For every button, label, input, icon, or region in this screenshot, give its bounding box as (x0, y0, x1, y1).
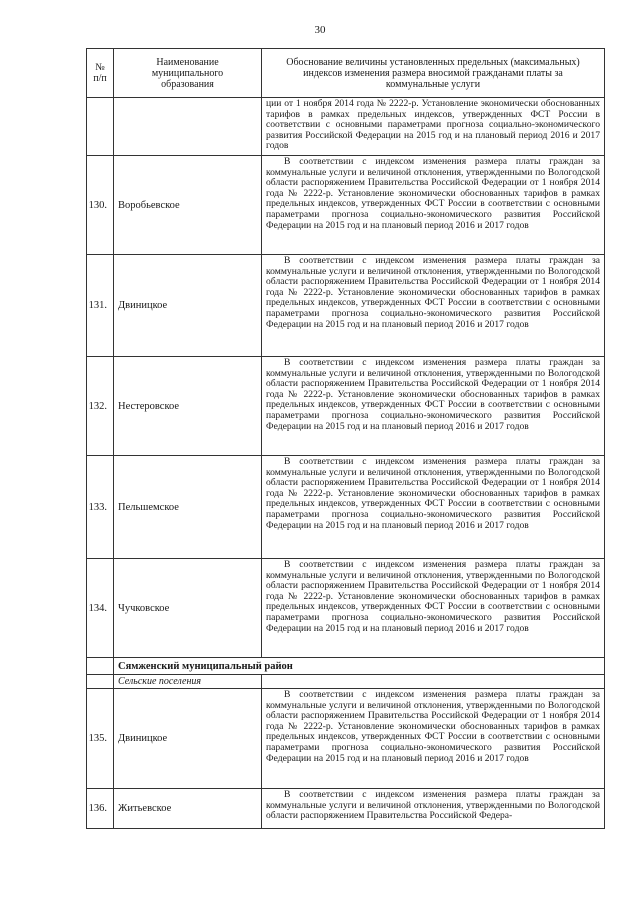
table-row (87, 98, 605, 156)
row-text: В соответствии с индексом изменения размера платы граждан за коммунальные услуги и величиной отклонения, утвержденными по Вологодской области распоряжением Правительства Российской Федерации от 1 ноября 2014 года № 2222-р. Установление экономически обоснованных тарифов в рамках предельных индексов, утвержденных ФСТ России в соответствии с основными параметрами прогноза социально-экономического развития Российской Федерации на 2015 год и на плановый период 2016 и 2017 годов (262, 559, 605, 658)
row-name: Пельшемское (114, 456, 262, 559)
row-num (87, 98, 114, 156)
table-row (87, 456, 605, 559)
table-row (87, 156, 605, 255)
subsection-title: Сельские поселения (114, 675, 262, 689)
row-num: 136. (87, 789, 114, 829)
subsection-blank (87, 675, 114, 689)
table-row (87, 357, 605, 456)
row-text: В соответствии с индексом изменения размера платы граждан за коммунальные услуги и величиной отклонения, утвержденными по Вологодской области распоряжением Правительства Российской Федерации от 1 ноября 2014 года № 2222-р. Установление экономически обоснованных тарифов в рамках предельных индексов, утвержденных ФСТ России в соответствии с основными параметрами прогноза социально-экономического развития Российской Федерации на 2015 год и на плановый период 2016 и 2017 годов (262, 689, 605, 789)
row-name: Житьевское (114, 789, 262, 829)
row-name: Чучковское (114, 559, 262, 658)
row-name (114, 98, 262, 156)
tariff-table (86, 48, 605, 829)
header-name: Наименование муниципального образования (114, 49, 262, 98)
row-text: В соответствии с индексом изменения размера платы граждан за коммунальные услуги и величиной отклонения, утвержденными по Вологодской области распоряжением Правительства Российской Федерации от 1 ноября 2014 года № 2222-р. Установление экономически обоснованных тарифов в рамках предельных индексов, утвержденных ФСТ России в соответствии с основными параметрами прогноза социально-экономического развития Российской Федерации на 2015 год и на плановый период 2016 и 2017 годов (262, 357, 605, 456)
row-name: Нестеровское (114, 357, 262, 456)
row-name: Воробьевское (114, 156, 262, 255)
row-name: Двиницкое (114, 255, 262, 357)
district-title: Сямженский муниципальный район (114, 658, 605, 675)
row-text: В соответствии с индексом изменения размера платы граждан за коммунальные услуги и величиной отклонения, утвержденными по Вологодской области распоряжением Правительства Российской Федерации от 1 ноября 2014 года № 2222-р. Установление экономически обоснованных тарифов в рамках предельных индексов, утвержденных ФСТ России в соответствии с основными параметрами прогноза социально-экономического развития Российской Федерации на 2015 год и на плановый период 2016 и 2017 годов (262, 156, 605, 255)
table-row (87, 789, 605, 829)
table-row (87, 255, 605, 357)
table-row (87, 559, 605, 658)
district-row (87, 658, 605, 675)
row-name: Двиницкое (114, 689, 262, 789)
table-row (87, 689, 605, 789)
row-text: В соответствии с индексом изменения размера платы граждан за коммунальные услуги и величиной отклонения, утвержденными по Вологодской области распоряжением Правительства Российской Федера- (262, 789, 605, 829)
header-basis: Обоснование величины установленных предельных (максимальных) индексов изменения размера вносимой гражданами платы за коммунальные услуги (262, 49, 605, 98)
district-blank (87, 658, 114, 675)
row-num: 131. (87, 255, 114, 357)
row-num: 133. (87, 456, 114, 559)
subsection-empty (262, 675, 605, 689)
subsection-row (87, 675, 605, 689)
page-number: 30 (314, 24, 326, 36)
header-num: № п/п (87, 49, 114, 98)
row-num: 132. (87, 357, 114, 456)
header-row (87, 49, 605, 98)
row-text: В соответствии с индексом изменения размера платы граждан за коммунальные услуги и величиной отклонения, утвержденными по Вологодской области распоряжением Правительства Российской Федерации от 1 ноября 2014 года № 2222-р. Установление экономически обоснованных тарифов в рамках предельных индексов, утвержденных ФСТ России в соответствии с основными параметрами прогноза социально-экономического развития Российской Федерации на 2015 год и на плановый период 2016 и 2017 годов (262, 255, 605, 357)
row-text: ции от 1 ноября 2014 года № 2222-р. Установление экономически обоснованных тарифов в рамках предельных индексов, утвержденных ФСТ России в соответствии с основными параметрами прогноза социально-экономического развития Российской Федерации на 2015 год и на плановый период 2016 и 2017 годов (262, 98, 605, 156)
row-num: 134. (87, 559, 114, 658)
row-num: 130. (87, 156, 114, 255)
row-text: В соответствии с индексом изменения размера платы граждан за коммунальные услуги и величиной отклонения, утвержденными по Вологодской области распоряжением Правительства Российской Федерации от 1 ноября 2014 года № 2222-р. Установление экономически обоснованных тарифов в рамках предельных индексов, утвержденных ФСТ России в соответствии с основными параметрами прогноза социально-экономического развития Российской Федерации на 2015 год и на плановый период 2016 и 2017 годов (262, 456, 605, 559)
row-num: 135. (87, 689, 114, 789)
